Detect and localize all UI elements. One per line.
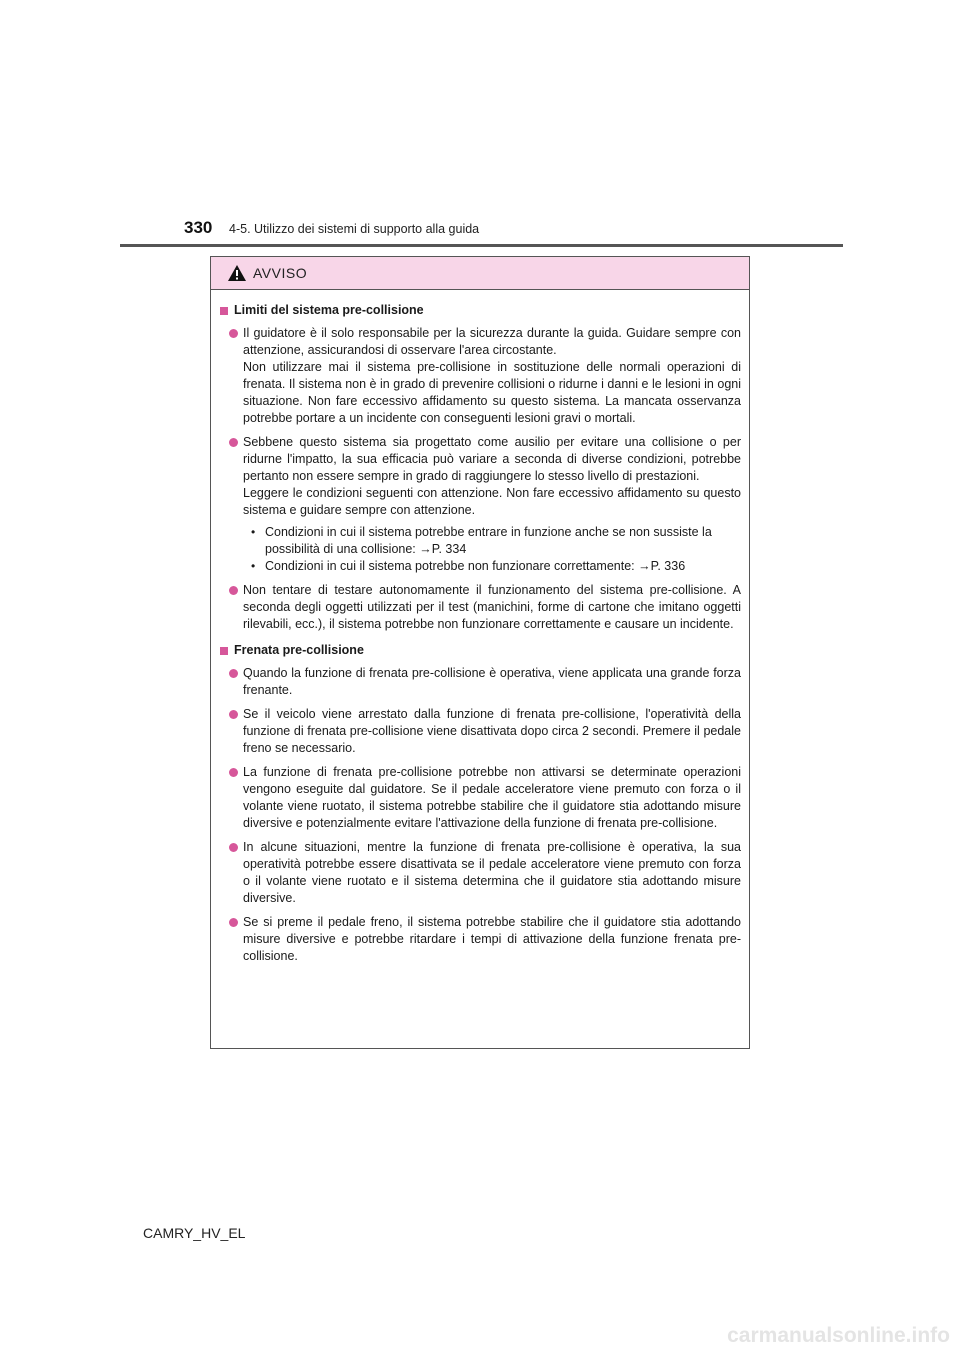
watermark-logo [710, 1318, 960, 1352]
sub-heading [220, 302, 741, 319]
bullet-item [220, 665, 741, 699]
bullet-item [220, 325, 741, 427]
sub-heading-text: Frenata pre-collisione [234, 643, 364, 657]
round-bullet-icon [229, 329, 238, 338]
bullet-text: Non tentare di testare autonomamente il funzionamento del sistema pre-collisione. A seconda degli oggetti utilizzati per il test (manichini, forme di cartone che imitano oggetti rilevabili, ecc.), il sistema potrebbe non funzionare correttamente e causare un incidente. [243, 583, 741, 631]
bullet-text: La funzione di frenata pre-collisione potrebbe non attivarsi se determinate operazioni vengono eseguite dal guidatore. Se il pedale acceleratore viene premuto con forza o il volante viene ruotato, il sistema potrebbe stabilire che il guidatore stia adottando misure diversive e potenzialmente evitare l'attivazione della funzione di frenata pre-collisione. [243, 765, 741, 830]
bullet-text: Il guidatore è il solo responsabile per la sicurezza durante la guida. Guidare sempre con attenzione, assicurandosi di osservare l'area circostante. [243, 326, 741, 357]
manual-code: CAMRY_HV_EL [143, 1225, 246, 1241]
round-bullet-icon [229, 586, 238, 595]
list-item: • Condizioni in cui il sistema potrebbe entrare in funzione anche se non sussiste la possibilità di una collisione: →P. 334 [251, 524, 741, 558]
bullet-text: Quando la funzione di frenata pre-collisione è operativa, viene applicata una grande forza frenante. [243, 666, 741, 697]
header-divider [120, 244, 843, 247]
sub-heading-text: Limiti del sistema pre-collisione [234, 303, 424, 317]
warning-box [210, 256, 750, 1049]
section-title: 4-5. Utilizzo dei sistemi di supporto alla guida [229, 222, 480, 236]
square-bullet-icon [220, 307, 228, 315]
bullet-text: Se il veicolo viene arrestato dalla funzione di frenata pre-collisione, l'operatività della funzione di frenata pre-collisione viene disattivata dopo circa 2 secondi. Premere il pedale freno se necessario. [243, 707, 741, 755]
bullet-text: Non utilizzare mai il sistema pre-collisione in sostituzione delle normali operazioni di frenata. Il sistema non è in grado di prevenire collisioni o ridurne i danni e le lesioni in ogni situazione. Non fare eccessivo affidamento su questo sistema. La mancata osservanza potrebbe portare a un incidente con conseguenti lesioni gravi o mortali. [243, 360, 741, 425]
bullet-item [220, 706, 741, 757]
round-bullet-icon [229, 768, 238, 777]
round-bullet-icon [229, 918, 238, 927]
bullet-text: In alcune situazioni, mentre la funzione di frenata pre-collisione è operativa, la sua operatività potrebbe essere disattivata se il pedale acceleratore viene premuto con forza o il volante viene ruotato e il sistema determina che il guidatore stia adottando misure diversive. [243, 840, 741, 905]
bullet-text: Sebbene questo sistema sia progettato come ausilio per evitare una collisione o per ridurne l'impatto, la sua efficacia può variare a seconda di diverse condizioni, potrebbe pertanto non essere sempre in grado di raggiungere lo stesso livello di prestazioni. [243, 435, 741, 483]
page-number: 330 [184, 218, 213, 237]
bullet-text: Leggere le condizioni seguenti con attenzione. Non fare eccessivo affidamento su questo sistema e guidare sempre con attenzione. [243, 486, 741, 517]
warning-header [211, 257, 749, 290]
bullet-item [220, 582, 741, 633]
sub-heading [220, 642, 741, 659]
round-bullet-icon [229, 669, 238, 678]
warning-title: AVVISO [253, 265, 308, 281]
bullet-item [220, 764, 741, 832]
round-bullet-icon [229, 843, 238, 852]
round-bullet-icon [229, 710, 238, 719]
warning-triangle-icon [227, 264, 247, 282]
square-bullet-icon [220, 647, 228, 655]
warning-body [211, 290, 749, 965]
condition-list [243, 524, 741, 575]
watermark-text: carmanualsonline.info [727, 1324, 950, 1347]
round-bullet-icon [229, 438, 238, 447]
list-item: • Condizioni in cui il sistema potrebbe non funzionare correttamente: →P. 336 [251, 558, 741, 575]
bullet-item [220, 839, 741, 907]
bullet-text: Se si preme il pedale freno, il sistema potrebbe stabilire che il guidatore stia adottando misure diversive e potrebbe ritardare i tempi di attivazione della funzione frenata pre-collisione. [243, 915, 741, 963]
bullet-item [220, 914, 741, 965]
bullet-item [220, 434, 741, 575]
